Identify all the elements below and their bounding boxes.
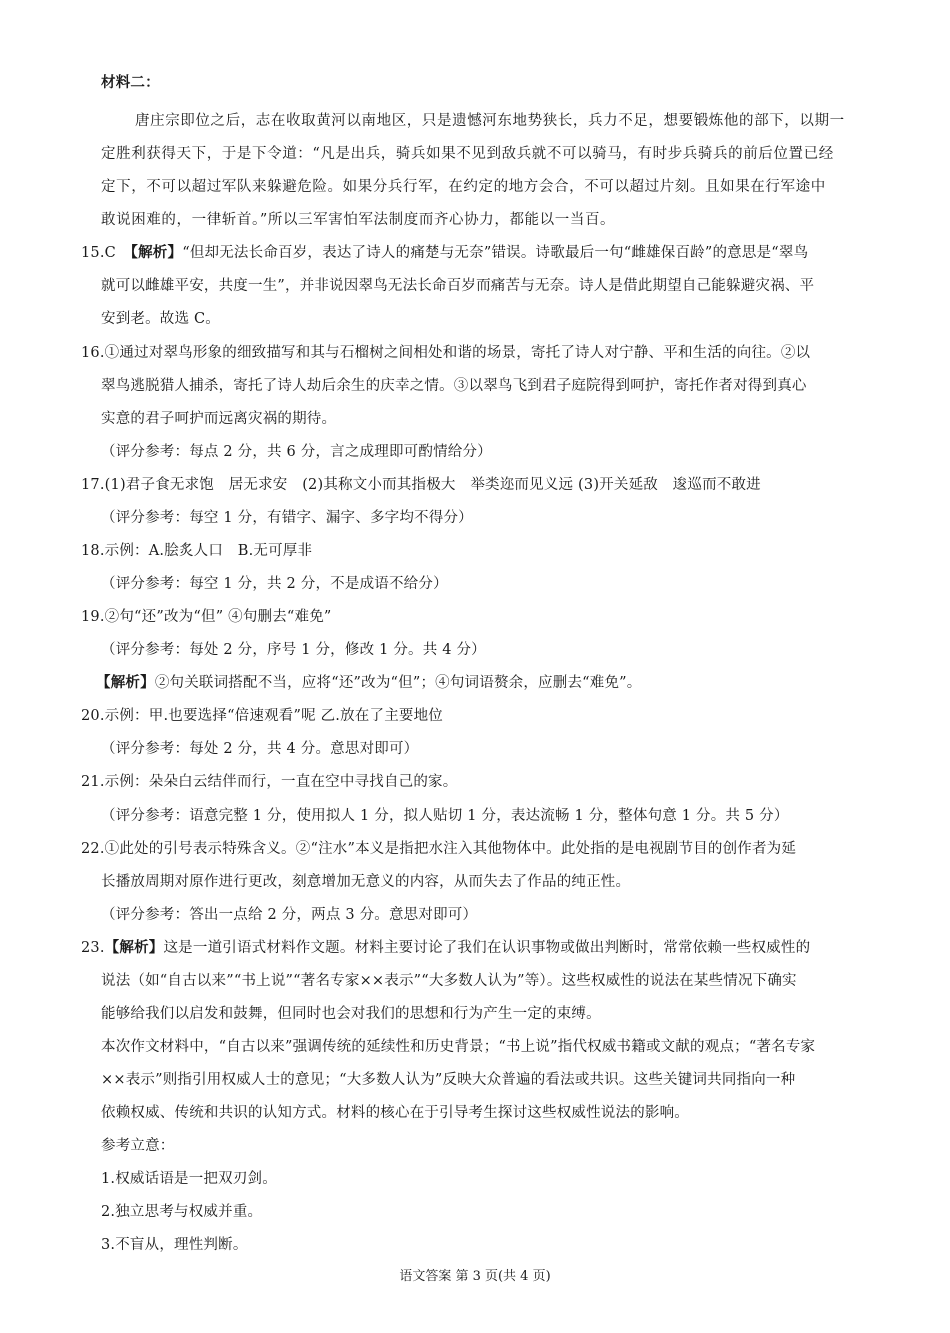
q23-line: 说法（如“自古以来”“书上说”“著名专家××表示”“大多数人认为”等）。这些权威性的说法在某些情况下确实	[101, 973, 797, 989]
material2-line: 唐庄宗即位之后，志在收取黄河以南地区，只是遗憾河东地势狭长，兵力不足，想要锻炼他的部下，以期一	[135, 113, 845, 129]
q23-text: 这是一道引语式材料作文题。材料主要讨论了我们在认识事物或做出判断时，常常依赖一些权威性的	[163, 940, 811, 956]
q20-score: （评分参考：每处 2 分，共 4 分。意思对即可）	[101, 741, 419, 757]
q19-analysis-tag: 【解析】	[96, 674, 155, 691]
q17-line: 17.(1)君子食无求饱 居无求安 (2)其称文小而其指极大 举类迩而见义远 (3)开关延敌 逡巡而不敢进	[81, 477, 761, 493]
q23-line: 能够给我们以启发和鼓舞，但同时也会对我们的思想和行为产生一定的束缚。	[101, 1006, 601, 1022]
q19-analysis-text: ②句关联词搭配不当，应将“还”改为“但”；④句词语赘余，应删去“难免”。	[154, 675, 642, 691]
q16-line: 翠鸟逃脱猎人捕杀，寄托了诗人劫后余生的庆幸之情。③以翠鸟飞到君子庭院得到呵护，寄托作者对得到真心	[101, 378, 807, 394]
q23-line: 依赖权威、传统和共识的认知方式。材料的核心在于引导考生探讨这些权威性说法的影响。	[101, 1105, 689, 1121]
q15-line	[81, 243, 808, 263]
q16-line: 16.①通过对翠鸟形象的细致描写和其与石榴树之间相处和谐的场景，寄托了诗人对宁静、平和生活的向往。②以	[81, 345, 811, 361]
q21-line: 21.示例：朵朵白云结伴而行，一直在空中寻找自己的家。	[81, 774, 458, 790]
q15-analysis-tag: 【解析】	[130, 244, 183, 261]
q23-analysis-tag: 【解析】	[104, 939, 164, 956]
material2-line: 定下，不可以超过军队来躲避危险。如果分兵行军，在约定的地方会合，不可以超过片刻。且如果在行军途中	[101, 179, 826, 195]
q23-ref-heading: 参考立意：	[101, 1138, 175, 1154]
q15-line: 安到老。故选 C。	[101, 311, 221, 327]
page-footer: 语文答案 第 3 页(共 4 页)	[399, 1269, 551, 1284]
q16-score: （评分参考：每点 2 分，共 6 分，言之成理即可酌情给分）	[101, 444, 492, 460]
q16-line: 实意的君子呵护而远离灾祸的期待。	[101, 411, 337, 427]
q17-score: （评分参考：每空 1 分，有错字、漏字、多字均不得分）	[101, 510, 473, 526]
material2-line: 定胜利获得天下，于是下令道：“凡是出兵，骑兵如果不见到敌兵就不可以骑马，有时步兵骑兵的前后位置已经	[101, 146, 834, 162]
q20-line: 20.示例：甲.也要选择“倍速观看”呢 乙.放在了主要地位	[81, 708, 444, 724]
material2-heading: 材料二：	[101, 74, 160, 91]
q18-line: 18.示例：A.脍炙人口 B.无可厚非	[81, 543, 313, 559]
q23-line: ××表示”则指引用权威人士的意见；“大多数人认为”反映大众普遍的看法或共识。这些关键词共同指向一种	[101, 1072, 796, 1088]
q21-score: （评分参考：语意完整 1 分，使用拟人 1 分，拟人贴切 1 分，表达流畅 1 分，整体句意 1 分。共 5 分）	[101, 808, 789, 824]
q22-line: 长播放周期对原作进行更改，刻意增加无意义的内容，从而失去了作品的纯正性。	[101, 874, 631, 890]
q22-score: （评分参考：答出一点给 2 分，两点 3 分。意思对即可）	[101, 907, 478, 923]
q15-text: “但却无法长命百岁，表达了诗人的痛楚与无奈”错误。诗歌最后一句“雌雄保百龄”的意思是“翠鸟	[182, 245, 809, 261]
q18-score: （评分参考：每空 1 分，共 2 分，不是成语不给分）	[101, 576, 448, 592]
q23-ref-item: 1.权威话语是一把双刃剑。	[101, 1171, 277, 1187]
q23-line: 本次作文材料中，“自古以来”强调传统的延续性和历史背景；“书上说”指代权威书籍或文献的观点；“著名专家	[101, 1039, 816, 1055]
q23-ref-item: 2.独立思考与权威并重。	[101, 1204, 263, 1220]
q23-number: 23.	[81, 940, 105, 956]
q23-ref-item: 3.不盲从，理性判断。	[101, 1237, 248, 1253]
q15-line: 就可以雌雄平安，共度一生”，并非说因翠鸟无法长命百岁而痛苦与无奈。诗人是借此期望自己能躲避灾祸、平	[101, 278, 815, 294]
q19-analysis	[96, 673, 642, 693]
q23-line	[81, 938, 810, 958]
q19-score: （评分参考：每处 2 分，序号 1 分，修改 1 分。共 4 分）	[101, 642, 486, 658]
material2-line: 敢说困难的，一律斩首。”所以三军害怕军法制度而齐心协力，都能以一当百。	[101, 212, 616, 228]
q22-line: 22.①此处的引号表示特殊含义。②“注水”本义是指把水注入其他物体中。此处指的是电视剧节目的创作者为延	[81, 841, 797, 857]
q19-line: 19.②句“还”改为“但” ④句删去“难免”	[81, 609, 332, 625]
q15-number: 15.C	[81, 245, 131, 261]
